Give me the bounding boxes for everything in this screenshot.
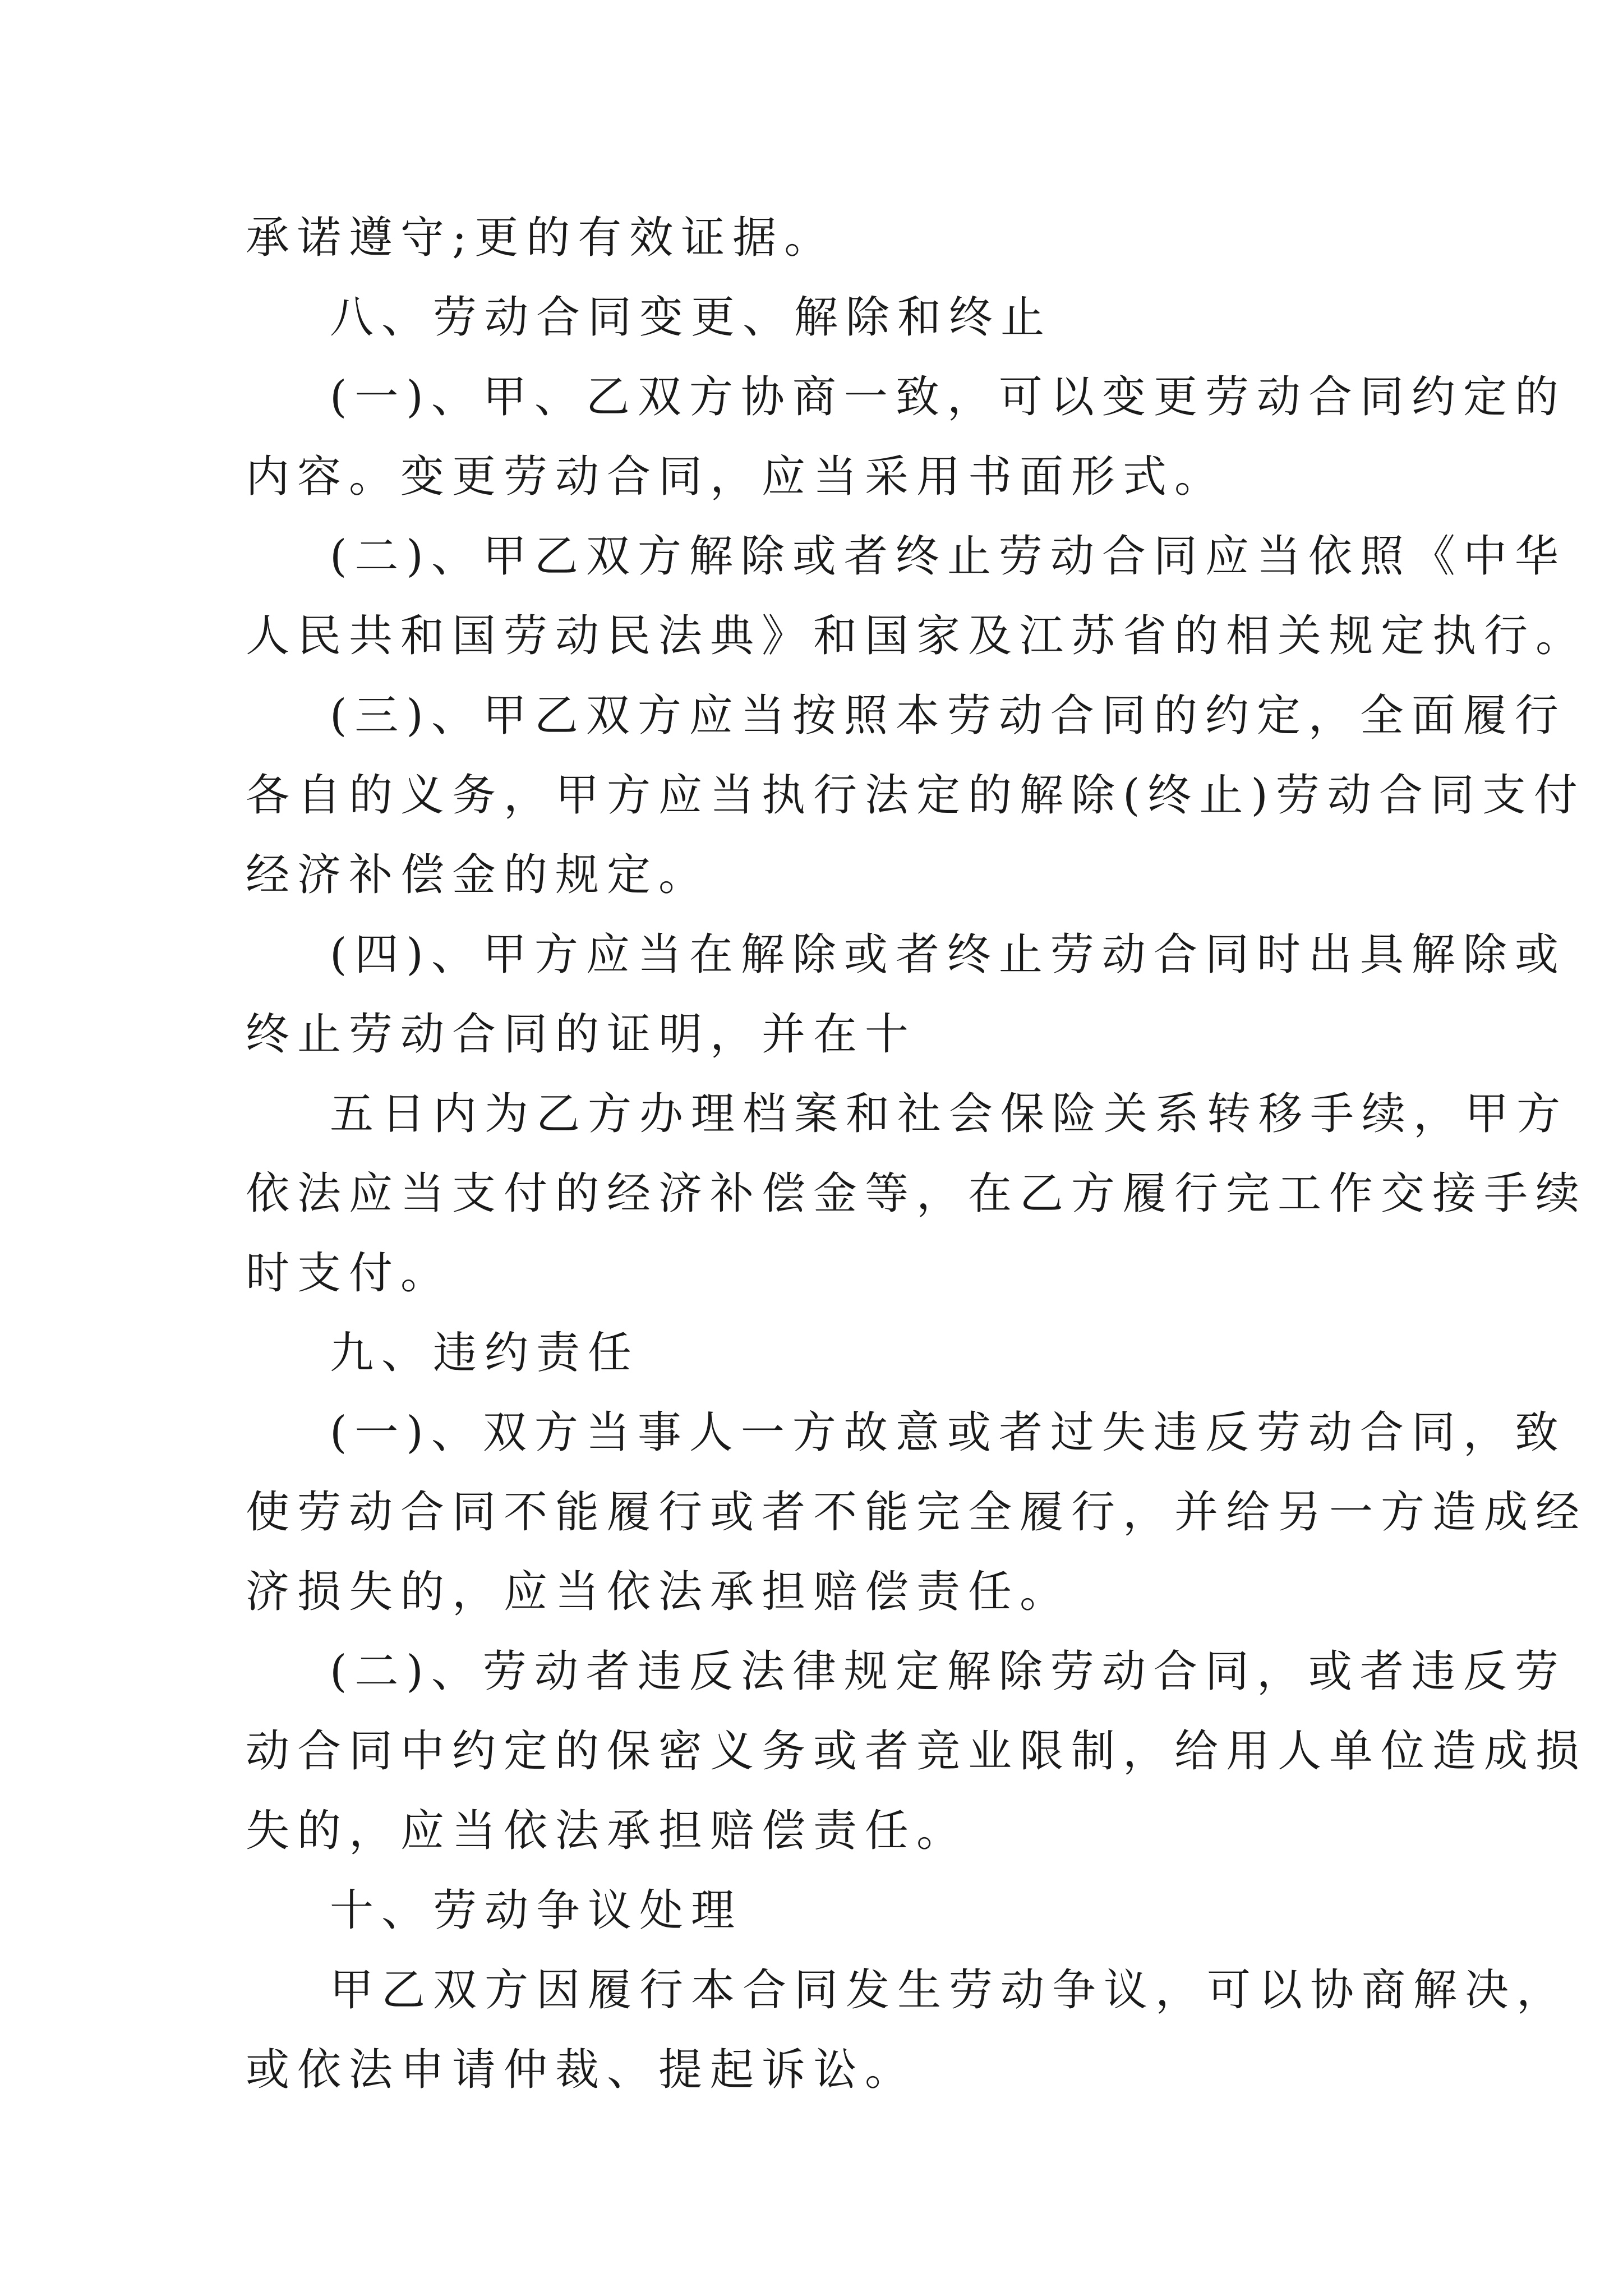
text-line-20: 动合同中约定的保密义务或者竞业限制，给用人单位造成损 — [246, 1726, 1588, 1777]
text-line-7: (三)、甲乙双方应当按照本劳动合同的约定，全面履行 — [330, 691, 1566, 741]
section-heading-10: 十、劳动争议处理 — [330, 1885, 743, 1936]
text-line-8: 各自的义务，甲方应当执行法定的解除(终止)劳动合同支付 — [246, 770, 1585, 821]
text-line-19: (二)、劳动者违反法律规定解除劳动合同，或者违反劳 — [330, 1646, 1566, 1697]
text-line-10: (四)、甲方应当在解除或者终止劳动合同时出具解除或 — [330, 930, 1566, 980]
text-line-14: 时支付。 — [246, 1248, 453, 1299]
text-line-9: 经济补偿金的规定。 — [246, 850, 711, 900]
text-line-16: (一)、双方当事人一方故意或者过失违反劳动合同，致 — [330, 1407, 1566, 1458]
text-line-23: 甲乙双方因履行本合同发生劳动争议，可以协商解决， — [330, 1965, 1569, 2016]
text-line-3: (一)、甲、乙双方协商一致，可以变更劳动合同约定的 — [330, 372, 1566, 422]
text-line-13: 依法应当支付的经济补偿金等，在乙方履行完工作交接手续 — [246, 1168, 1588, 1219]
text-line-24: 或依法申请仲裁、提起诉讼。 — [246, 2045, 917, 2095]
text-line-21: 失的，应当依法承担赔偿责任。 — [246, 1806, 969, 1856]
text-line-12: 五日内为乙方办理档案和社会保险关系转移手续，甲方 — [330, 1089, 1569, 1139]
section-heading-8: 八、劳动合同变更、解除和终止 — [330, 292, 1053, 343]
text-line-18: 济损失的，应当依法承担赔偿责任。 — [246, 1567, 1072, 1617]
text-line-1: 承诺遵守;更的有效证据。 — [246, 213, 836, 263]
section-heading-9: 九、违约责任 — [330, 1328, 640, 1378]
text-line-4: 内容。变更劳动合同，应当采用书面形式。 — [246, 452, 1227, 502]
text-line-11: 终止劳动合同的证明，并在十 — [246, 1009, 917, 1060]
text-line-17: 使劳动合同不能履行或者不能完全履行，并给另一方造成经 — [246, 1487, 1588, 1538]
text-line-6: 人民共和国劳动民法典》和国家及江苏省的相关规定执行。 — [246, 611, 1588, 661]
text-line-5: (二)、甲乙双方解除或者终止劳动合同应当依照《中华 — [330, 531, 1566, 582]
